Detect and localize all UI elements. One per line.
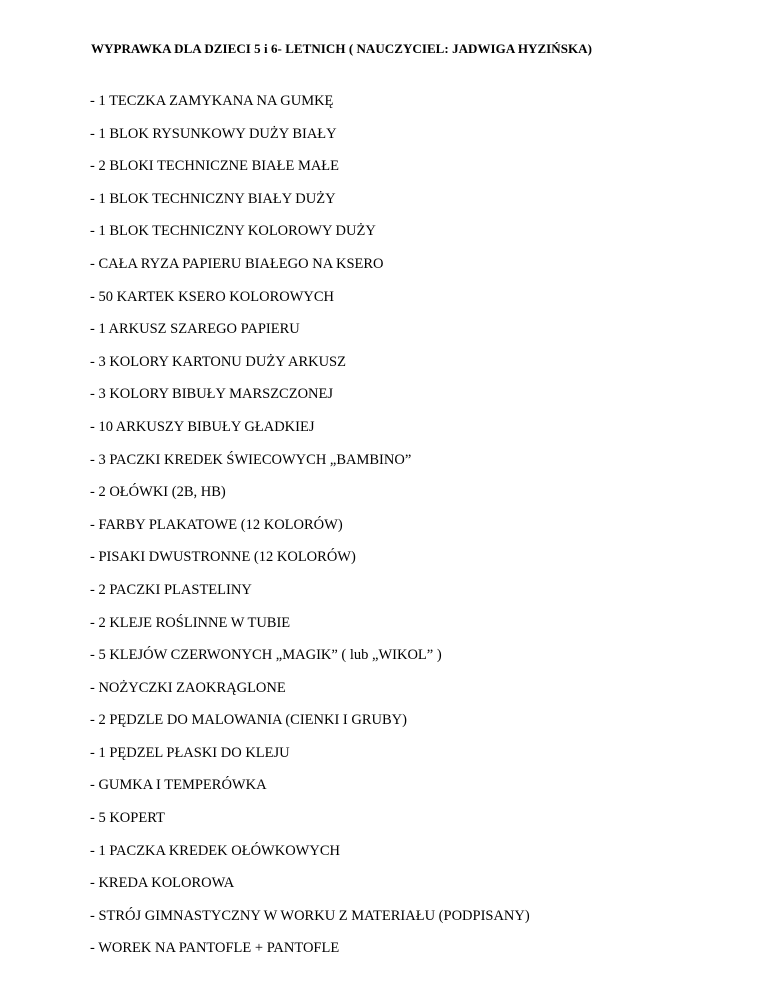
list-item: - 2 OŁÓWKI (2B, HB) xyxy=(90,484,226,501)
list-item: - 3 PACZKI KREDEK ŚWIECOWYCH „BAMBINO” xyxy=(90,451,412,468)
list-item: - 1 PĘDZEL PŁASKI DO KLEJU xyxy=(90,744,290,761)
list-item: - 1 ARKUSZ SZAREGO PAPIERU xyxy=(90,321,300,338)
list-item: - 1 PACZKA KREDEK OŁÓWKOWYCH xyxy=(90,842,340,859)
list-item: - 2 KLEJE ROŚLINNE W TUBIE xyxy=(90,614,291,631)
list-item: - KREDA KOLOROWA xyxy=(90,875,235,892)
list-item: - CAŁA RYZA PAPIERU BIAŁEGO NA KSERO xyxy=(90,255,384,272)
document-title: WYPRAWKA DLA DZIECI 5 i 6- LETNICH ( NAUCZYCIEL: JADWIGA HYZIŃSKA) xyxy=(91,41,592,56)
supply-list xyxy=(90,92,530,972)
list-item: - FARBY PLAKATOWE (12 KOLORÓW) xyxy=(90,516,343,533)
list-item: - 1 TECZKA ZAMYKANA NA GUMKĘ xyxy=(90,93,334,109)
list-item: - 2 PACZKI PLASTELINY xyxy=(90,581,252,598)
list-item: - 3 KOLORY KARTONU DUŻY ARKUSZ xyxy=(90,353,346,370)
list-item: - 1 BLOK RYSUNKOWY DUŻY BIAŁY xyxy=(90,125,337,142)
list-item: - PISAKI DWUSTRONNE (12 KOLORÓW) xyxy=(90,549,356,566)
list-item: - 1 BLOK TECHNICZNY BIAŁY DUŻY xyxy=(90,190,336,207)
list-item: - 5 KOPERT xyxy=(90,810,165,827)
list-item: - 3 KOLORY BIBUŁY MARSZCZONEJ xyxy=(90,386,334,403)
list-item: - WOREK NA PANTOFLE + PANTOFLE xyxy=(90,940,340,957)
list-item: - 2 PĘDZLE DO MALOWANIA (CIENKI I GRUBY) xyxy=(90,712,407,729)
list-item: - 1 BLOK TECHNICZNY KOLOROWY DUŻY xyxy=(90,223,376,240)
list-item: - NOŻYCZKI ZAOKRĄGLONE xyxy=(90,679,286,696)
list-item: - STRÓJ GIMNASTYCZNY W WORKU Z MATERIAŁU (PODPISANY) xyxy=(90,907,530,924)
list-item: - 5 KLEJÓW CZERWONYCH „MAGIK” ( lub „WIKOL” ) xyxy=(90,647,442,664)
list-item: - 50 KARTEK KSERO KOLOROWYCH xyxy=(90,288,335,305)
list-item: - 2 BLOKI TECHNICZNE BIAŁE MAŁE xyxy=(90,158,340,175)
list-item: - GUMKA I TEMPERÓWKA xyxy=(90,777,267,794)
list-item: - 10 ARKUSZY BIBUŁY GŁADKIEJ xyxy=(90,418,315,435)
